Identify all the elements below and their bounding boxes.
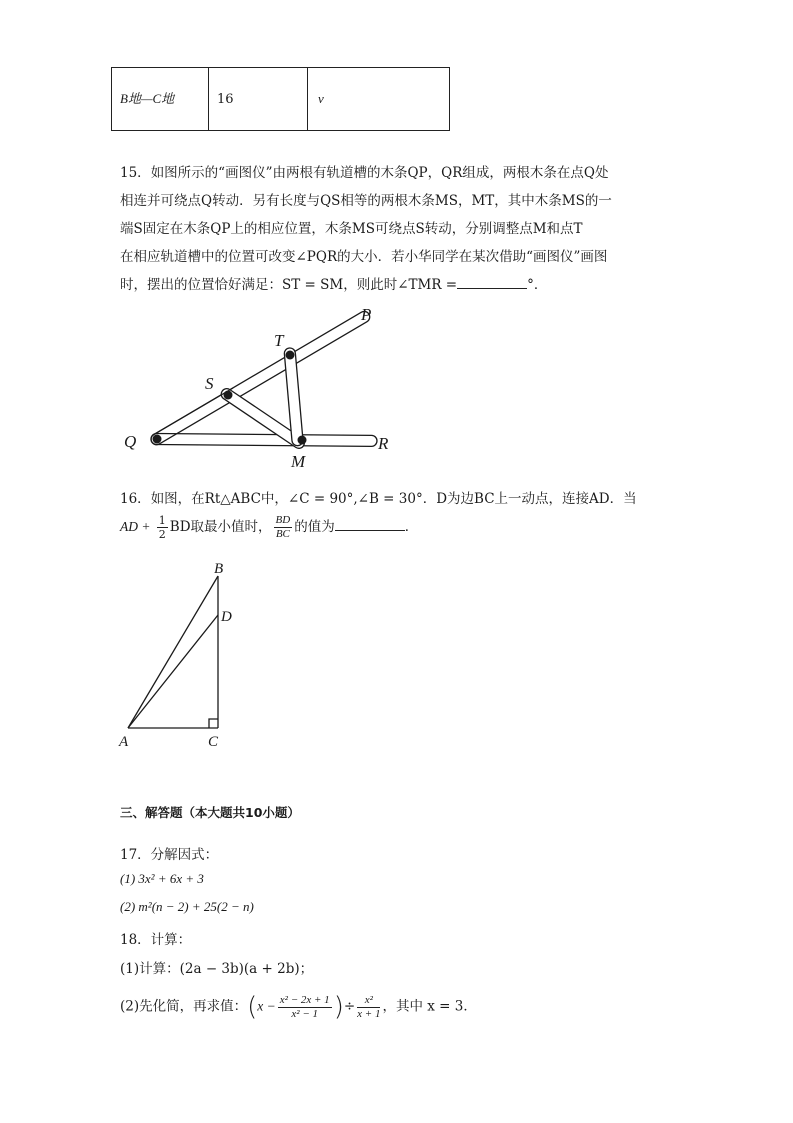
q16-number: 16． (120, 491, 151, 507)
table-cell-route (112, 68, 209, 131)
q16-text-2d: ． (404, 519, 419, 535)
ratio-denominator: BC (275, 528, 290, 540)
q16-ad-text: AD + (120, 519, 151, 534)
pivot-q (153, 435, 162, 444)
pivot-t (286, 351, 295, 360)
table-speed-text: v (318, 91, 324, 106)
q17-title: 17．分解因式： (120, 847, 219, 863)
fraction-main (278, 994, 332, 1021)
label-s: S (205, 374, 214, 393)
q15-line-3: 端S固定在木条QP上的相应位置，木条MS可绕点S转动，分别调整点M和点T (120, 221, 583, 237)
q18-p2-prefix: (2)先化简，再求值： (120, 998, 248, 1015)
label-d: D (221, 609, 232, 625)
drawing-instrument-figure (115, 300, 405, 472)
q16-text-2c: 的值为 (294, 519, 335, 535)
left-paren: ( (247, 992, 258, 1022)
half-denominator: 2 (158, 528, 166, 541)
label-a: A (119, 734, 129, 750)
label-r: R (378, 434, 389, 453)
fraction-divisor-denominator: x + 1 (357, 1007, 381, 1020)
q15-line-1 (120, 161, 608, 181)
right-triangle-figure (113, 558, 243, 750)
half-numerator: 1 (158, 514, 166, 527)
q18-title: 18．计算： (120, 932, 192, 948)
q15-number: 15． (120, 165, 151, 181)
q18-p2-suffix: ，其中 x = 3． (382, 998, 477, 1015)
q16-answer-blank (335, 518, 405, 531)
q15-text-5b: °． (527, 277, 548, 293)
q15-line-2: 相连并可绕点Q转动．另有长度与QS相等的两根木条MS，MT，其中木条MS的一 (120, 193, 612, 209)
q15-text-5a: 时，摆出的位置恰好满足：ST = SM，则此时∠TMR = (120, 277, 458, 293)
q16-text-1: 如图，在Rt△ABC中，∠C = 90°,∠B = 30°．D为边BC上一动点，连接AD．当 (150, 491, 637, 507)
rail-qp-upper-edge (153, 388, 233, 435)
q18-p2-x: x − (257, 998, 276, 1014)
q16-line-2 (120, 514, 418, 541)
q16-line-1 (120, 487, 637, 507)
fraction-main-denominator: x² − 1 (291, 1007, 319, 1020)
label-t: T (274, 331, 284, 350)
label-p: P (361, 305, 372, 324)
right-paren: ) (333, 992, 344, 1022)
q15-line-5 (120, 273, 547, 293)
table-cell-distance (209, 68, 308, 131)
rail-qp (149, 309, 372, 446)
fraction-bd-bc (274, 514, 293, 541)
rail-qr (151, 433, 377, 446)
label-q: Q (124, 432, 137, 451)
fraction-main-numerator: x² − 2x + 1 (279, 993, 330, 1006)
side-ab (128, 576, 218, 728)
pivot-s (224, 391, 233, 400)
label-b: B (214, 561, 224, 577)
q16-text-2b: BD取最小值时， (169, 519, 272, 535)
speed-table (111, 67, 450, 131)
right-angle-mark (209, 719, 218, 728)
label-m: M (291, 452, 306, 471)
divide-sign: ÷ (343, 998, 356, 1015)
table-cell-speed (308, 68, 450, 131)
segment-ad (128, 615, 218, 728)
q18-part-2 (120, 992, 477, 1022)
ratio-numerator: BD (275, 514, 291, 526)
q18-part-1: (1)计算：(2a − 3b)(a + 2b)； (120, 961, 314, 977)
label-c: C (208, 734, 219, 750)
table-distance-text: 16 (217, 91, 234, 107)
pivot-m (298, 436, 307, 445)
fraction-divisor (357, 994, 380, 1021)
q15-answer-blank (457, 276, 527, 289)
q17-part-1: (1) 3x² + 6x + 3 (120, 871, 204, 886)
table-route-text: B地—C地 (120, 90, 175, 106)
fraction-one-half (157, 514, 168, 541)
section-3-title: 三、解答题（本大题共10小题） (120, 805, 300, 820)
q15-text-1: 如图所示的“画图仪”由两根有轨道槽的木条QP，QR组成，两根木条在点Q处 (150, 165, 609, 181)
q15-line-4: 在相应轨道槽中的位置可改变∠PQR的大小．若小华同学在某次借助“画图仪”画图 (120, 249, 608, 265)
fraction-divisor-numerator: x² (357, 994, 380, 1008)
q17-part-2: (2) m²(n − 2) + 25(2 − n) (120, 899, 254, 914)
